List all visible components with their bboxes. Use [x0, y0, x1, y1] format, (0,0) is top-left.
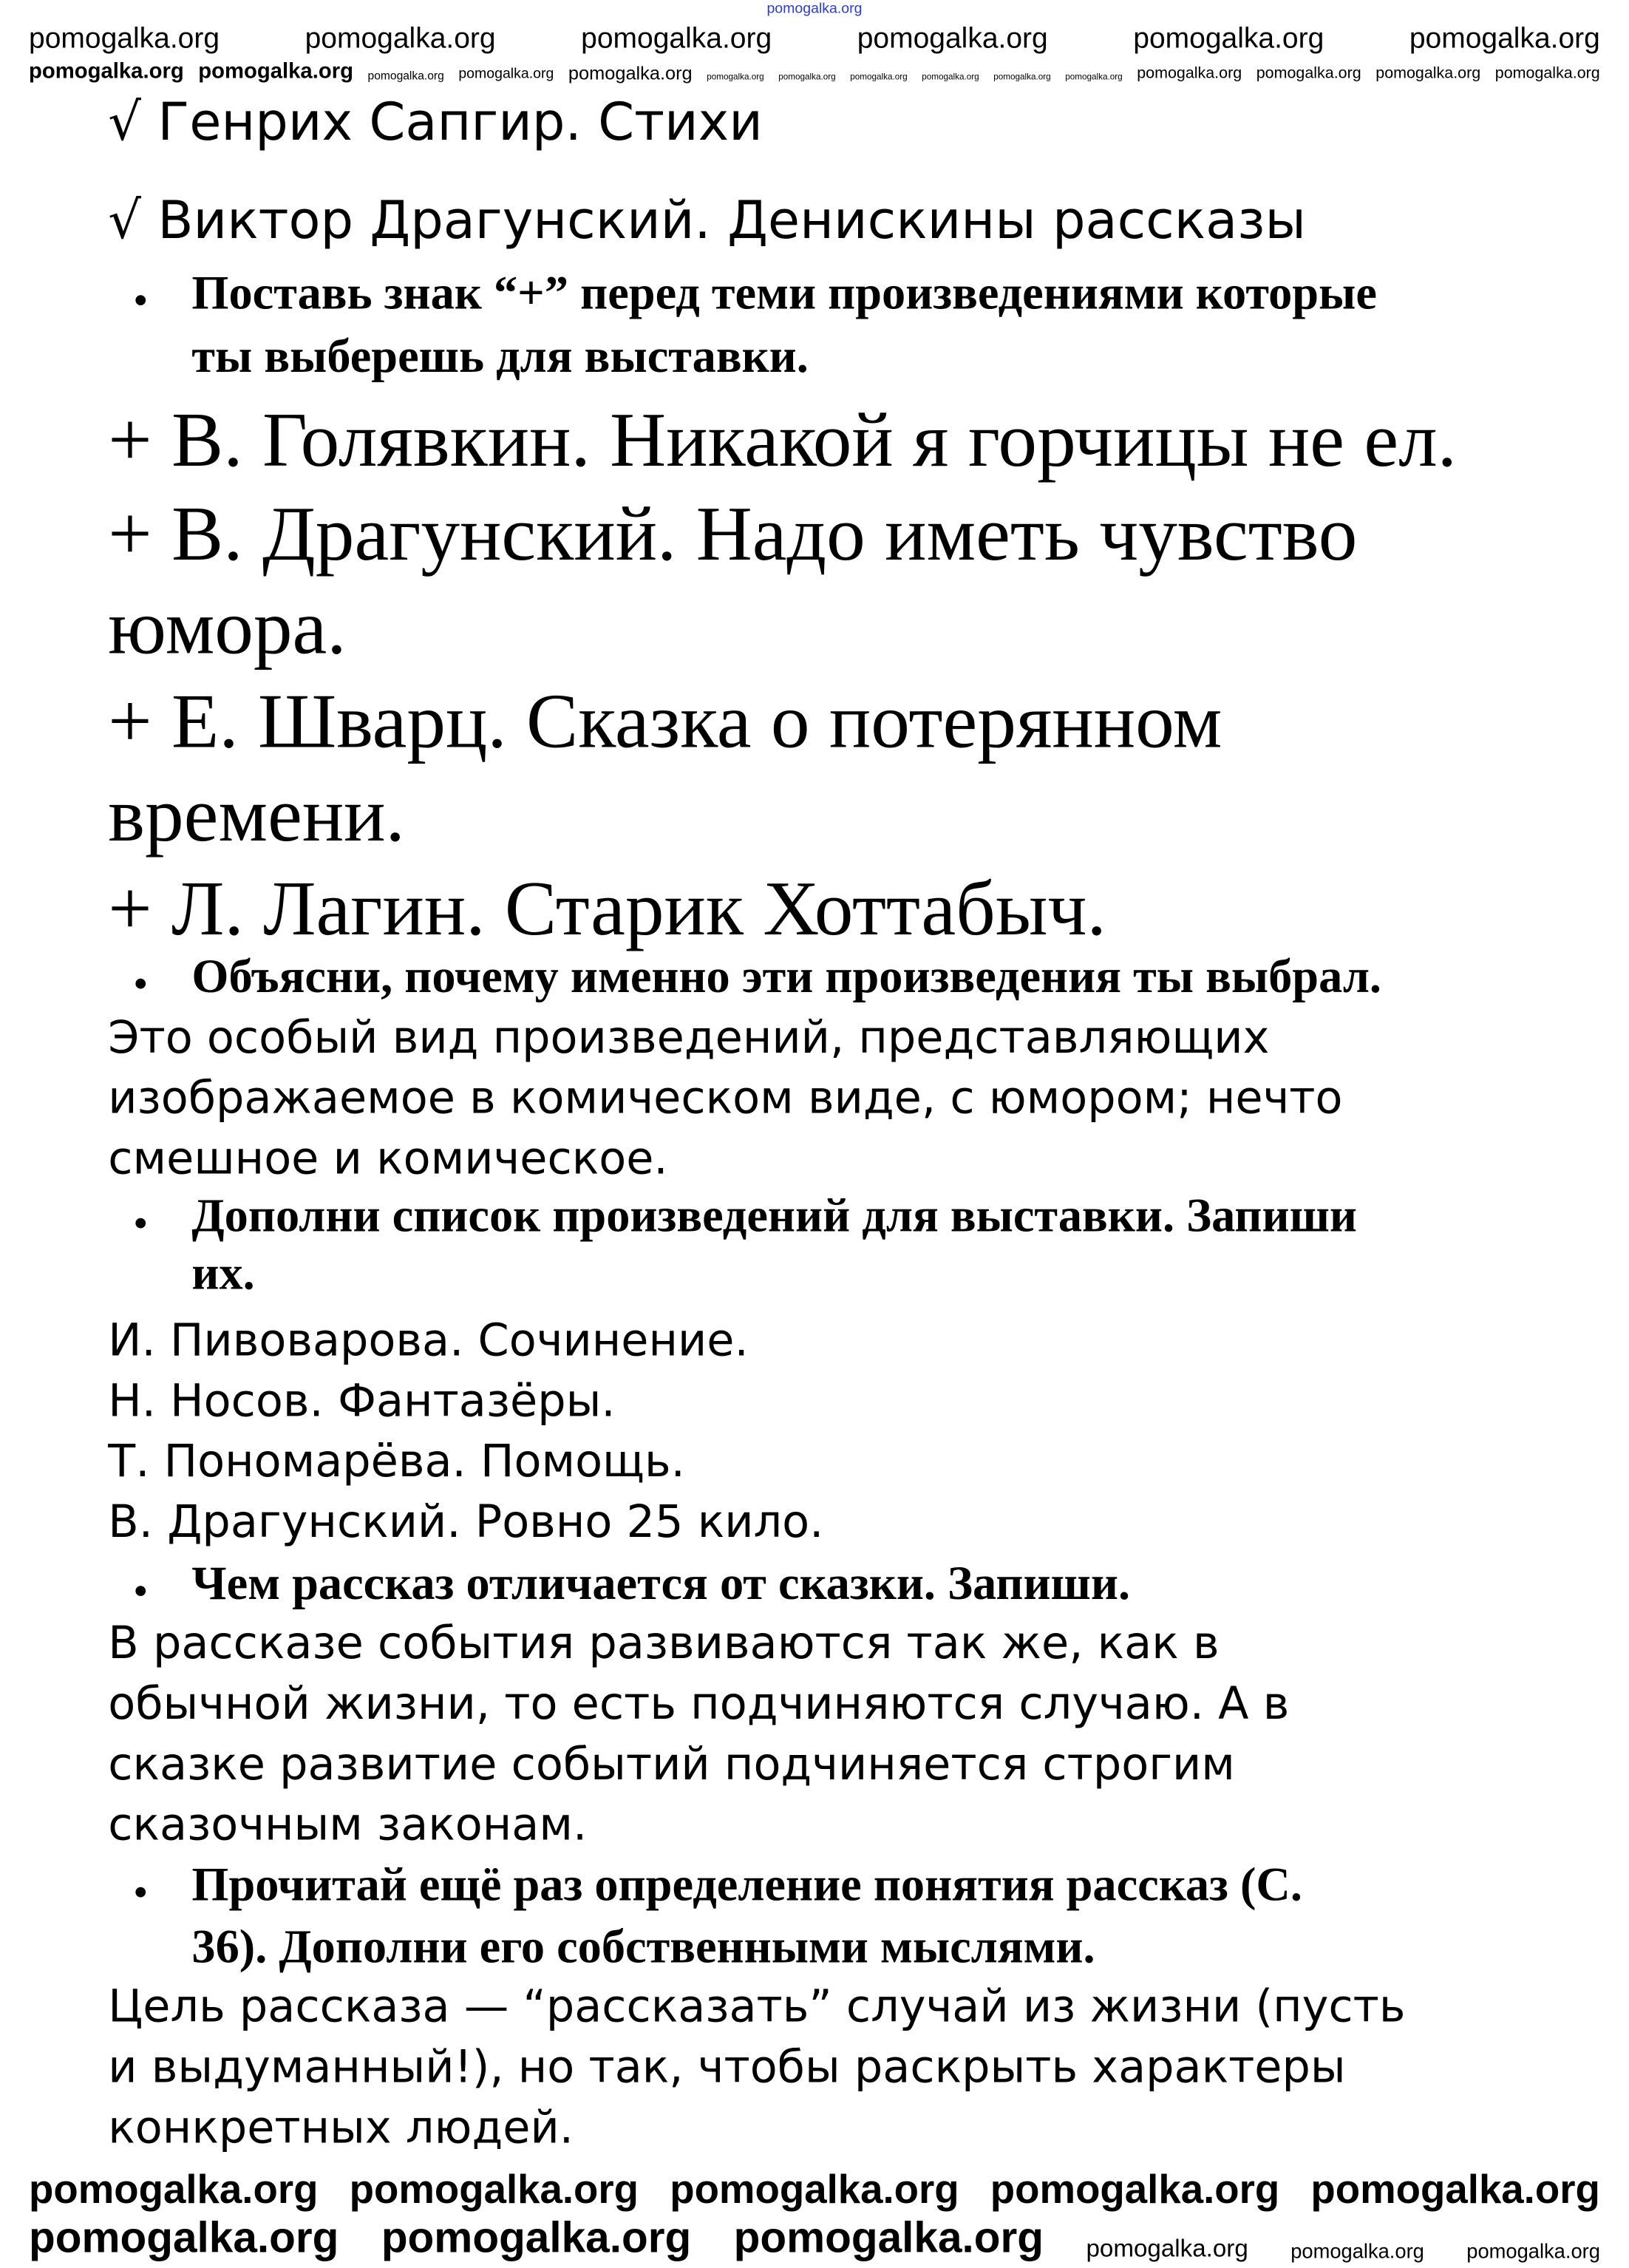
watermark-row-1 [29, 24, 1600, 53]
bullet-icon: • [134, 279, 148, 322]
watermark: pomogalka.org [1409, 23, 1600, 55]
answer-4-line-4: сказочным законам. [108, 1799, 588, 1852]
answer-4-line-2: обычной жизни, то есть подчиняются случаю. А в [108, 1678, 1290, 1731]
plus-item-2 [108, 490, 1358, 577]
watermark: pomogalka.org [670, 2167, 959, 2212]
answer-3-line-3: Т. Пономарёва. Помощь. [108, 1436, 685, 1488]
watermark: pomogalka.org [1086, 2235, 1248, 2263]
watermark: pomogalka.org [581, 23, 772, 55]
watermark: pomogalka.org [1065, 73, 1123, 83]
plus-item-2-line-2: юмора. [108, 583, 347, 670]
answer-3-line-2: Н. Носов. Фантазёры. [108, 1375, 616, 1427]
watermark: pomogalka.org [707, 73, 764, 83]
answer-2-line-1: Это особый вид произведений, представляющих [108, 1012, 1270, 1065]
watermark: pomogalka.org [1494, 64, 1600, 83]
plus-item-3-line-2: времени. [108, 771, 405, 858]
task-4-line-1: Чем рассказ отличается от сказки. Запиши. [191, 1558, 1131, 1611]
checked-item-2 [108, 191, 1307, 251]
watermark: pomogalka.org [29, 2214, 339, 2263]
watermark: pomogalka.org [349, 2167, 639, 2212]
plus-icon: + [108, 865, 152, 952]
item-text: Виктор Драгунский. Денискины рассказы [157, 191, 1307, 251]
answer-5-line-2: и выдуманный!), но так, чтобы раскрыть характеры [108, 2041, 1346, 2094]
item-text: Е. Шварц. Сказка о потерянном [171, 677, 1222, 764]
watermark: pomogalka.org [367, 69, 444, 83]
answer-5-line-3: конкретных людей. [108, 2102, 574, 2154]
watermark: pomogalka.org [1290, 2238, 1424, 2263]
plus-icon: + [108, 677, 152, 764]
bullet-icon: • [134, 1871, 148, 1914]
task-1-line-1: Поставь знак “+” перед теми произведениями которые [191, 268, 1377, 320]
item-text: Генрих Сапгир. Стихи [157, 93, 763, 153]
watermark: pomogalka.org [993, 73, 1051, 83]
watermark: pomogalka.org [305, 23, 496, 55]
plus-item-3 [108, 677, 1222, 764]
task-3-line-1: Дополни список произведений для выставки. Запиши [191, 1191, 1358, 1243]
answer-2-line-3: смешное и комическое. [108, 1133, 668, 1186]
watermark-row-top [29, 3, 1600, 18]
task-5-line-2: 36). Дополни его собственными мыслями. [191, 1921, 1095, 1975]
watermark: pomogalka.org [1133, 23, 1324, 55]
answer-2-line-2: изображаемое в комическом виде, с юмором; нечто [108, 1073, 1343, 1125]
bullet-icon: • [134, 1202, 148, 1245]
answer-3-line-1: И. Пивоварова. Сочинение. [108, 1314, 749, 1367]
watermark: pomogalka.org [29, 2167, 319, 2212]
watermark-row-4 [29, 2214, 1600, 2263]
watermark: pomogalka.org [733, 2214, 1044, 2263]
answer-4-line-3: сказке развитие событий подчиняется строгим [108, 1739, 1235, 1791]
check-mark-icon: √ [108, 191, 142, 251]
task-5-line-1: Прочитай ещё раз определение понятия рассказ (С. [191, 1860, 1303, 1912]
watermark: pomogalka.org [568, 61, 693, 84]
watermark: pomogalka.org [766, 1, 863, 18]
watermark: pomogalka.org [850, 73, 908, 83]
watermark: pomogalka.org [198, 58, 353, 84]
watermark: pomogalka.org [1137, 64, 1242, 83]
watermark: pomogalka.org [1256, 64, 1361, 83]
watermark: pomogalka.org [1466, 2238, 1600, 2263]
answer-4-line-1: В рассказе события развиваются так же, как в [108, 1617, 1220, 1670]
watermark: pomogalka.org [1310, 2167, 1600, 2212]
watermark: pomogalka.org [990, 2167, 1280, 2212]
watermark: pomogalka.org [29, 58, 184, 84]
task-1-line-2: ты выберешь для выставки. [191, 331, 809, 384]
watermark: pomogalka.org [1375, 64, 1481, 83]
plus-item-1 [108, 396, 1458, 483]
plus-icon: + [108, 490, 152, 577]
check-mark-icon: √ [108, 93, 142, 153]
answer-5-line-1: Цель рассказа — “рассказать” случай из жизни (пусть [108, 1980, 1406, 2034]
plus-item-4 [108, 865, 1106, 952]
watermark: pomogalka.org [778, 73, 836, 83]
task-2-line-1: Объясни, почему именно эти произведения ты выбрал. [191, 951, 1382, 1004]
watermark: pomogalka.org [29, 23, 220, 55]
plus-icon: + [108, 396, 152, 483]
checked-item-1 [108, 93, 763, 153]
watermark-row-3 [29, 2167, 1600, 2210]
item-text: В. Драгунский. Надо иметь чувство [171, 490, 1358, 577]
watermark: pomogalka.org [381, 2214, 692, 2263]
task-3-line-2: их. [191, 1249, 255, 1301]
bullet-icon: • [134, 962, 148, 1005]
answer-3-line-4: В. Драгунский. Ровно 25 кило. [108, 1496, 824, 1549]
item-text: Л. Лагин. Старик Хоттабыч. [171, 865, 1106, 952]
watermark-row-2 [29, 58, 1600, 84]
watermark: pomogalka.org [922, 73, 979, 83]
watermark: pomogalka.org [458, 66, 554, 83]
watermark: pomogalka.org [857, 23, 1048, 55]
bullet-icon: • [134, 1569, 148, 1612]
item-text: В. Голявкин. Никакой я горчицы не ел. [171, 396, 1458, 483]
